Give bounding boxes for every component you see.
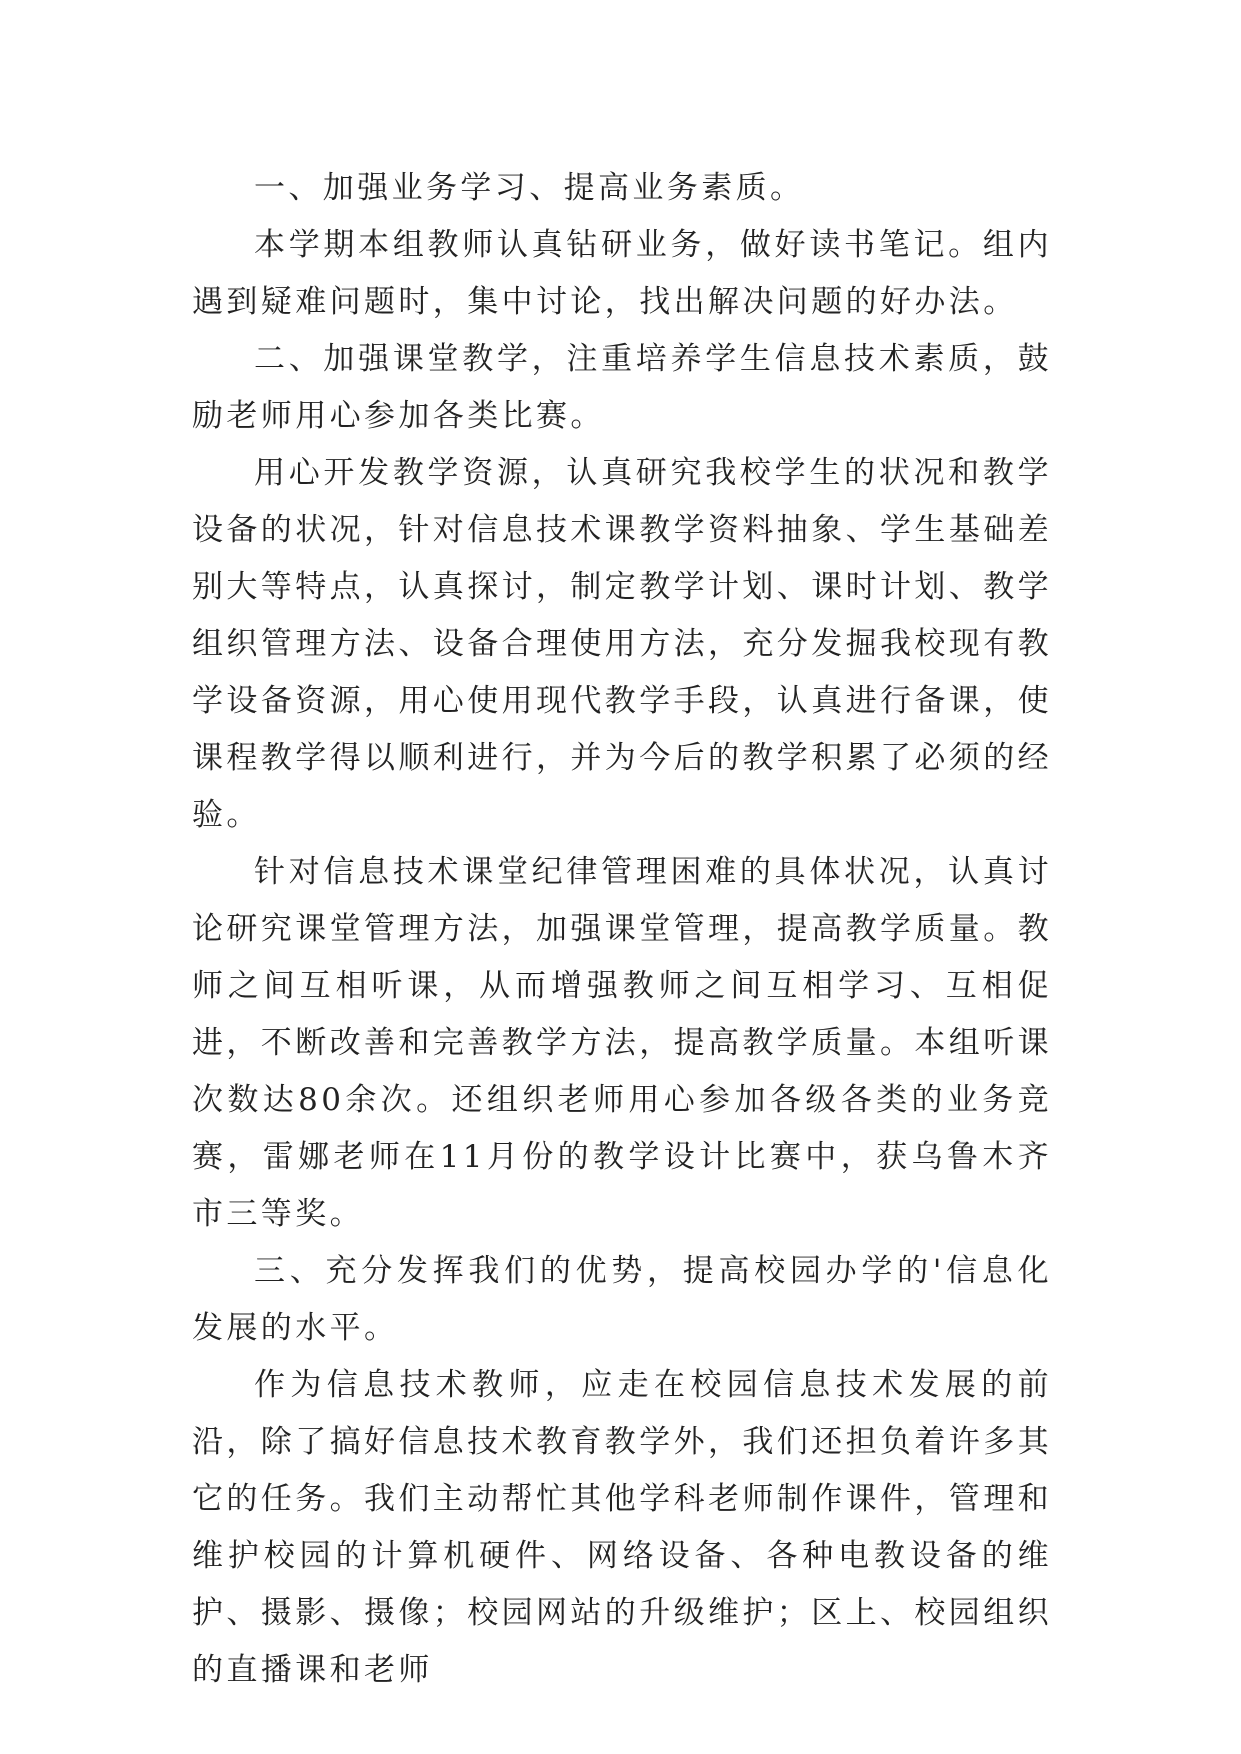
- heading-section-3: 三、充分发挥我们的优势，提高校园办学的'信息化发展的水平。: [192, 1253, 1052, 1346]
- document-body: [192, 160, 1052, 1699]
- paragraph-resources: 用心开发教学资源，认真研究我校学生的状况和教学设备的状况，针对信息技术课教学资料抽象、学生基础差别大等特点，认真探讨，制定教学计划、课时计划、教学组织管理方法、设备合理使用方法，充分发掘我校现有教学设备资源，用心使用现代教学手段，认真进行备课，使课程教学得以顺利进行，并为今后的教学积累了必须的经验。: [192, 455, 1052, 833]
- paragraph-it-teacher-duties: 作为信息技术教师，应走在校园信息技术发展的前沿，除了搞好信息技术教育教学外，我们还担负着许多其它的任务。我们主动帮忙其他学科老师制作课件，管理和维护校园的计算机硬件、网络设备、各种电教设备的维护、摄影、摄像；校园网站的升级维护；区上、校园组织的直播课和老师: [192, 1367, 1052, 1688]
- heading-section-1: 一、加强业务学习、提高业务素质。: [254, 170, 805, 206]
- paragraph-study: 本学期本组教师认真钻研业务，做好读书笔记。组内遇到疑难问题时，集中讨论，找出解决问题的好办法。: [192, 227, 1052, 320]
- paragraph-classroom-management: 针对信息技术课堂纪律管理困难的具体状况，认真讨论研究课堂管理方法，加强课堂管理，提高教学质量。教师之间互相听课，从而增强教师之间互相学习、互相促进，不断改善和完善教学方法，提高教学质量。本组听课次数达80余次。还组织老师用心参加各级各类的业务竞赛，雷娜老师在11月份的教学设计比赛中，获乌鲁木齐市三等奖。: [192, 854, 1052, 1232]
- heading-section-2: 二、加强课堂教学，注重培养学生信息技术素质，鼓励老师用心参加各类比赛。: [192, 341, 1052, 434]
